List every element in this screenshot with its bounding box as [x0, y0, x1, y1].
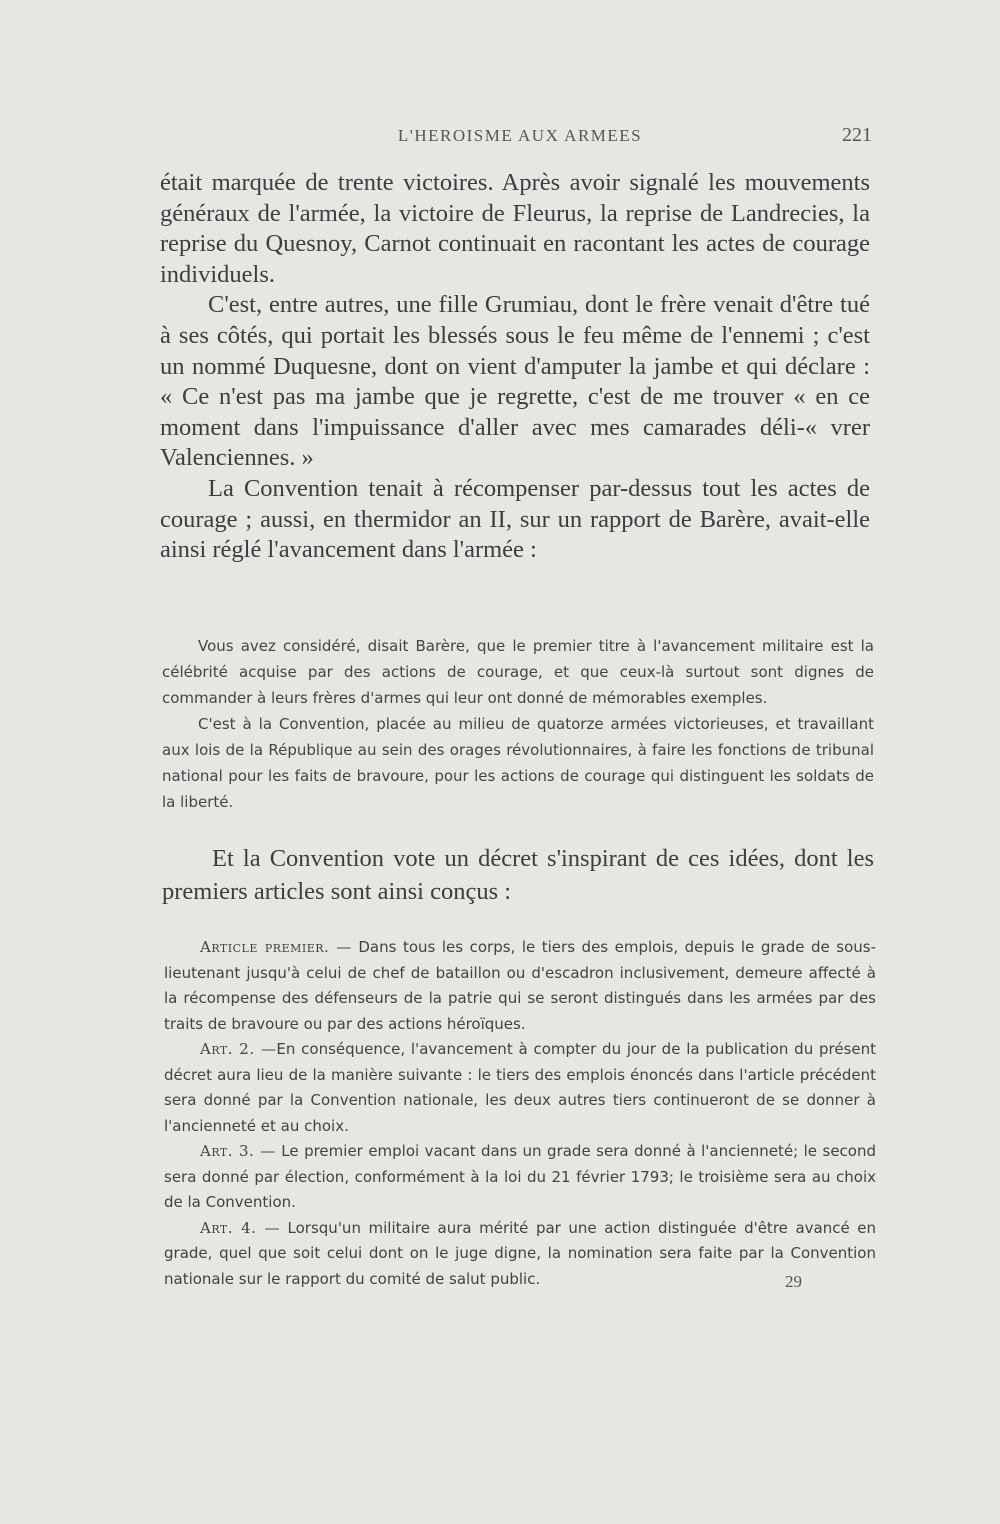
decree-intro	[162, 842, 874, 908]
article	[164, 935, 876, 1037]
main-text	[160, 168, 870, 566]
article	[164, 1216, 876, 1293]
article-text: Le premier emploi vacant dans un grade sera donné à l'ancienneté; le second sera donné par élection, conformément à la loi du 21 février 1793; le troisième sera au choix de la Convention.	[164, 1142, 877, 1211]
decree-articles	[164, 935, 876, 1292]
paragraph: C'est, entre autres, une fille Grumiau, dont le frère venait d'être tué à ses côtés, qui portait les blessés sous le feu même de l'ennemi ; c'est un nommé Duquesne, dont on vient d'amputer la jambe et qui déclare : « Ce n'est pas ma jambe que je regrette, c'est de me trouver « en ce moment dans l'impuissance d'aller avec mes camarades déli-« vrer Valenciennes. »	[160, 291, 870, 472]
article-text: En conséquence, l'avancement à compter du jour de la publication du présent décret aura lieu de la manière suivante : le tiers des emplois énoncés dans l'article précédent sera donné par la Convention nationale, les deux autres tiers continueront de se donner à l'ancienneté et au choix.	[164, 1040, 877, 1135]
article	[164, 1037, 876, 1139]
running-title: L'HEROISME AUX ARMEES	[397, 126, 643, 145]
quote-paragraph: C'est à la Convention, placée au milieu de quatorze armées victorieuses, et travaillant aux lois de la République au sein des orages révolutionnaires, à faire les fonctions de tribunal national pour les faits de bravoure, pour les actions de courage qui distinguent les soldats de la liberté.	[162, 715, 874, 811]
article-label: Art. 3. —	[200, 1142, 276, 1160]
signature-mark: 29	[785, 1272, 802, 1291]
paragraph: La Convention tenait à récompenser par-dessus tout les actes de courage ; aussi, en thermidor an II, sur un rapport de Barère, avait-elle ainsi réglé l'avancement dans l'armée :	[160, 474, 870, 564]
article-label: Art. 2. —	[200, 1040, 277, 1058]
paragraph: était marquée de trente victoires. Après avoir signalé les mouvements généraux de l'armée, la victoire de Fleurus, la reprise de Landrecies, la reprise du Quesnoy, Carnot continuait en racontant les actes de courage individuels.	[160, 169, 870, 288]
block-quote	[162, 633, 874, 815]
article	[164, 1139, 876, 1216]
page-header	[160, 124, 880, 154]
paragraph: Et la Convention vote un décret s'inspirant de ces idées, dont les premiers articles sont ainsi conçus :	[162, 845, 874, 905]
article-label: Article premier. —	[200, 938, 352, 956]
quote-paragraph: Vous avez considéré, disait Barère, que le premier titre à l'avancement militaire est la célébrité acquise par des actions de courage, et que ceux-là surtout sont dignes de commander à leurs frères d'armes qui leur ont donné de mémorables exemples.	[162, 637, 874, 707]
article-text: Dans tous les corps, le tiers des emplois, depuis le grade de sous-lieutenant jusqu'à celui de chef de bataillon ou d'escadron inclusivement, demeure affecté à la récompense des défenseurs de la patrie qui se seront distingués dans les armées par des traits de bravoure ou par des actions héroïques.	[164, 938, 877, 1033]
page-number: 221	[842, 124, 872, 146]
article-label: Art. 4. —	[200, 1218, 280, 1237]
article-text: Lorsqu'un militaire aura mérité par une action distinguée d'être avancé en grade, quel que soit celui dont on le juge digne, la nomination sera faite par la Convention nationale sur le rapport du comité de salut public.	[164, 1218, 876, 1288]
